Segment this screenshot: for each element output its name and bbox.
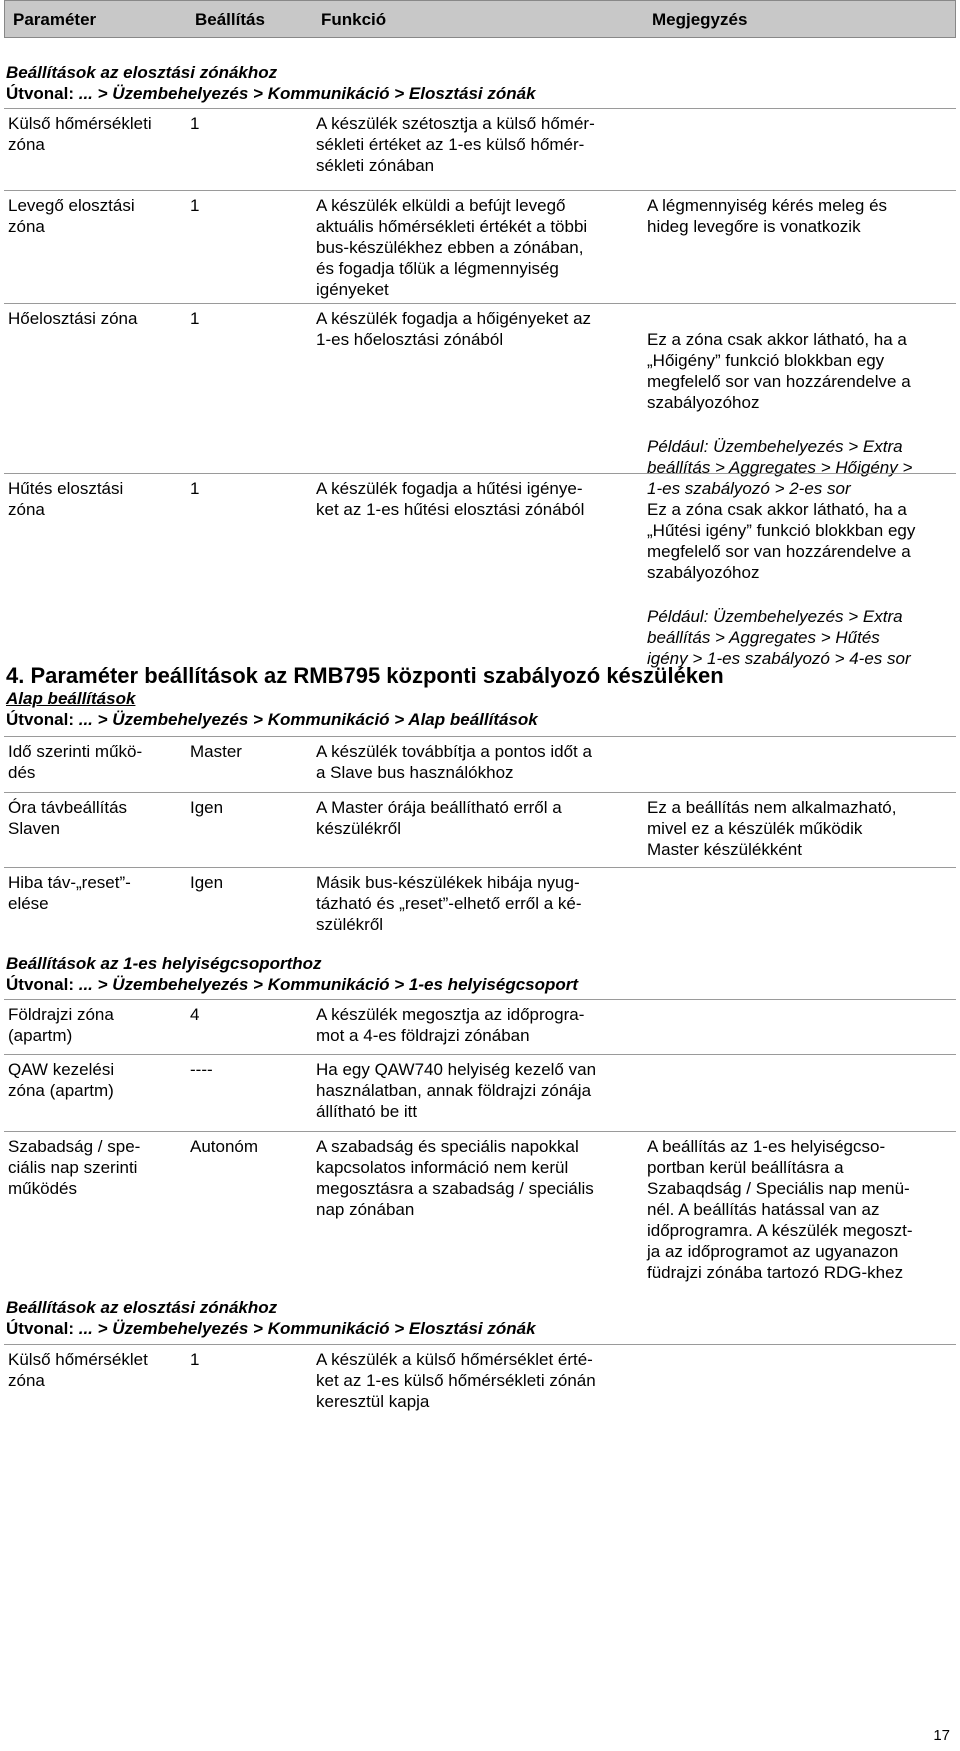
- path-text: ... > Üzembehelyezés > Kommunikáció > Elosztási zónák: [74, 84, 536, 103]
- note-cell: A légmennyiség kérés meleg és hideg levegőre is vonatkozik: [647, 196, 888, 236]
- breadcrumb: [6, 1318, 536, 1339]
- note-cell: Ez a beállítás nem alkalmazható, mivel ez a készülék működik Master készülékként: [647, 798, 897, 859]
- value-cell: 1: [190, 1350, 200, 1369]
- function-cell: A szabadság és speciális napokkal kapcsolatos információ nem kerül megosztásra a szabadság / speciális nap zónában: [316, 1137, 594, 1219]
- function-cell: Ha egy QAW740 helyiség kezelő van használatban, annak földrajzi zónája állítható be itt: [316, 1060, 597, 1121]
- table-row: [4, 999, 956, 1054]
- value-cell: 1: [190, 114, 200, 133]
- function-cell: A készülék fogadja a hőigényeket az 1-es hőelosztási zónából: [316, 309, 592, 349]
- note-cell: [647, 478, 952, 690]
- value-cell: Master: [190, 742, 242, 761]
- header-note: Megjegyzés: [652, 10, 748, 29]
- table-row: [4, 1131, 956, 1291]
- breadcrumb: [6, 83, 536, 104]
- header-parameter: Paraméter: [13, 10, 97, 29]
- path-text: ... > Üzembehelyezés > Kommunikáció > Elosztási zónák: [74, 1319, 536, 1338]
- param-cell: Szabadság / spe- ciális nap szerinti működés: [8, 1137, 141, 1198]
- param-cell: Földrajzi zóna (apartm): [8, 1005, 114, 1045]
- value-cell: Igen: [190, 873, 224, 892]
- table-row: [4, 1344, 956, 1424]
- table-row: [4, 867, 956, 947]
- table-row: [4, 303, 956, 498]
- param-cell: Hűtés elosztási zóna: [8, 479, 124, 519]
- value-cell: 1: [190, 479, 200, 498]
- note-example: Például: Üzembehelyezés > Extra beállítás > Aggregates > Hőigény > 1-es szabályozó > 2-es sor: [647, 437, 913, 498]
- section-title: Beállítások az elosztási zónákhoz: [6, 1298, 278, 1317]
- function-cell: A készülék szétosztja a külső hőmér- sékleti értéket az 1-es külső hőmér- sékleti zónában: [316, 114, 595, 175]
- function-cell: A készülék továbbítja a pontos időt a a Slave bus használókhoz: [316, 742, 592, 782]
- function-cell: A készülék a külső hőmérséklet érté- ket az 1-es külső hőmérsékleti zónán keresztül kapja: [316, 1350, 596, 1411]
- param-cell: Óra távbeállítás Slaven: [8, 798, 128, 838]
- function-cell: A készülék elküldi a befújt levegő aktuális hőmérsékleti értékét a többi bus-készülékhez ebben a zónában, és fogadja tőlük a légmennyiség igényeket: [316, 196, 588, 299]
- subsection-title: Alap beállítások: [6, 689, 136, 708]
- function-cell: A Master órája beállítható erről a készülékről: [316, 798, 562, 838]
- table-row: [4, 473, 956, 668]
- param-cell: Idő szerinti műkö- dés: [8, 742, 143, 782]
- path-label: Útvonal:: [6, 710, 74, 729]
- value-cell: 1: [190, 309, 200, 328]
- breadcrumb: [6, 709, 538, 730]
- breadcrumb: [6, 974, 578, 995]
- path-text: ... > Üzembehelyezés > Kommunikáció > Alap beállítások: [74, 710, 538, 729]
- note-text: Ez a zóna csak akkor látható, ha a „Hűtési igény” funkció blokkban egy megfelelő sor van hozzárendelve a szabályozóhoz: [647, 500, 916, 582]
- param-cell: Külső hőmérsékleti zóna: [8, 114, 152, 154]
- table-row: [4, 792, 956, 857]
- function-cell: A készülék megosztja az időprogra- mot a 4-es földrajzi zónában: [316, 1005, 585, 1045]
- param-cell: Levegő elosztási zóna: [8, 196, 135, 236]
- table-row: [4, 108, 956, 173]
- path-label: Útvonal:: [6, 975, 74, 994]
- path-text: ... > Üzembehelyezés > Kommunikáció > 1-es helyiségcsoport: [74, 975, 579, 994]
- note-example: Például: Üzembehelyezés > Extra beállítás > Aggregates > Hűtés igény > 1-es szabályozó > 4-es sor: [647, 607, 911, 668]
- table-row: [4, 736, 956, 790]
- param-cell: QAW kezelési zóna (apartm): [8, 1060, 115, 1100]
- value-cell: Autonóm: [190, 1137, 259, 1156]
- value-cell: 4: [190, 1005, 200, 1024]
- table-header: [4, 0, 956, 38]
- table-row: [4, 190, 956, 299]
- note-text: Ez a zóna csak akkor látható, ha a „Hőigény” funkció blokkban egy megfelelő sor van hozzárendelve a szabályozóhoz: [647, 330, 911, 412]
- note-cell: A beállítás az 1-es helyiségcso- portban kerül beállításra a Szabaqdság / Speciális nap menü- nél. A beállítás hatással van az időprogramra. A készülék megoszt- ja az időprogramot az ugyanazon füdrajzi zónába tartozó RDG-khez: [647, 1137, 913, 1282]
- value-cell: Igen: [190, 798, 224, 817]
- param-cell: Külső hőmérséklet zóna: [8, 1350, 148, 1390]
- header-setting: Beállítás: [195, 10, 265, 29]
- page-number: 17: [933, 1727, 950, 1744]
- table-row: [4, 1054, 956, 1129]
- function-cell: Másik bus-készülékek hibája nyug- tázható és „reset”-elhető erről a ké- szülékről: [316, 873, 582, 934]
- chapter-title: 4. Paraméter beállítások az RMB795 központi szabályozó készüléken: [6, 663, 724, 688]
- path-label: Útvonal:: [6, 1319, 74, 1338]
- header-function: Funkció: [321, 10, 387, 29]
- function-cell: A készülék fogadja a hűtési igénye- ket az 1-es hűtési elosztási zónából: [316, 479, 585, 519]
- param-cell: Hiba táv-„reset”- elése: [8, 873, 131, 913]
- value-cell: ----: [190, 1060, 213, 1079]
- param-cell: Hőelosztási zóna: [8, 309, 138, 328]
- value-cell: 1: [190, 196, 200, 215]
- section-title: Beállítások az elosztási zónákhoz: [6, 63, 278, 82]
- section-title: Beállítások az 1-es helyiségcsoporthoz: [6, 954, 322, 973]
- path-label: Útvonal:: [6, 84, 74, 103]
